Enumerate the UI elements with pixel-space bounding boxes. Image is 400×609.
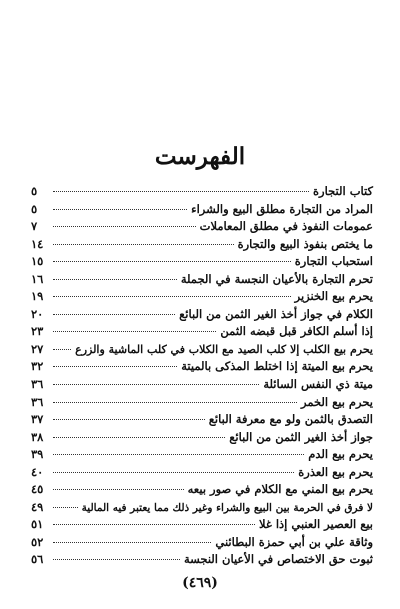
dot-leader [53, 437, 225, 438]
toc-entry-page: ٣٦ [31, 377, 44, 392]
toc-entry-page: ٣٧ [31, 412, 44, 427]
dot-leader [53, 419, 205, 420]
toc-entry-title: لا فرق في الحرمة بين البيع والشراء وغير ذلك مما يعتبر فيه المالية [81, 501, 373, 514]
toc-entry-page: ٧ [31, 219, 38, 234]
toc-entry-title: يحرم بيع الكلب إلا كلب الصيد مع الكلاب في كلب الماشية والزرع [75, 342, 373, 356]
toc-entry [31, 341, 373, 359]
toc-entry [31, 183, 373, 201]
dot-leader [53, 507, 78, 508]
toc-entry [31, 358, 373, 376]
toc-entry-title: يحرم بيع الدم [308, 447, 373, 462]
dot-leader [53, 279, 177, 280]
toc-entry-page: ٣٩ [31, 447, 44, 462]
toc-entry-page: ٣٦ [31, 394, 44, 409]
toc-entry-title: الكلام في جواز أخذ الغير الثمن من البائع [179, 306, 373, 321]
dot-leader [53, 454, 304, 455]
toc-entry-page: ٢٧ [31, 341, 44, 356]
toc-entry-page: ١٦ [31, 271, 44, 286]
toc-entry [31, 534, 373, 552]
dot-leader [53, 489, 184, 490]
toc-entry-title: ثبوت حق الاختصاص في الأعيان النجسة [183, 552, 373, 567]
toc-entry [31, 306, 373, 324]
toc-entry-page: ٤٩ [31, 499, 44, 514]
toc-entry-title: يحرم بيع الخمر [300, 394, 373, 409]
toc-entry [31, 201, 373, 219]
toc-entry [31, 394, 373, 412]
toc-entry-page: ٤٥ [31, 482, 44, 497]
toc-entry [31, 481, 373, 499]
dot-leader [53, 366, 177, 367]
dot-leader [53, 296, 291, 297]
dot-leader [53, 542, 211, 543]
dot-leader [53, 559, 180, 560]
dot-leader [53, 402, 297, 403]
toc-entry-title: ميتة ذي النفس السائلة [263, 377, 373, 392]
toc-entry [31, 446, 373, 464]
toc-entry-title: كتاب التجارة [313, 184, 373, 198]
toc-entry [31, 288, 373, 306]
toc-entry-page: ٤٠ [31, 464, 44, 479]
toc-entry-page: ١٥ [31, 254, 44, 269]
toc-entry-title: إذا أسلم الكافر قبل قبضه الثمن [220, 324, 373, 339]
toc-entry [31, 253, 373, 271]
toc-entry-page: ٣٨ [31, 429, 44, 444]
toc-entry-page: ٥٦ [31, 552, 44, 567]
dot-leader [53, 244, 234, 245]
dot-leader [53, 314, 175, 315]
toc-entry-title: يحرم بيع المني مع الكلام في صور بيعه [187, 482, 373, 497]
toc-entry-title: يحرم بيع العذرة [298, 464, 373, 479]
toc-entry-title: يحرم بيع الميتة إذا اختلط المذكى بالميتة [181, 359, 373, 374]
toc-entry-page: ٥٢ [31, 534, 44, 549]
toc-entry [31, 429, 373, 447]
toc-entry-page: ٥ [31, 201, 38, 216]
toc-entry [31, 411, 373, 429]
toc-entry-page: ٢٠ [31, 306, 44, 321]
dot-leader [53, 261, 291, 262]
page-title: الفهرست [154, 143, 246, 170]
toc-entry-page: ١٩ [31, 289, 44, 304]
toc-entry [31, 516, 373, 534]
toc-entry [31, 499, 373, 517]
toc-entry-title: المراد من التجارة مطلق البيع والشراء [191, 201, 373, 216]
dot-leader [53, 331, 216, 332]
toc-entry-title: يحرم بيع الخنزير [294, 289, 373, 304]
dot-leader [53, 349, 71, 350]
toc-entry-title: بيع العصير العنبي إذا غلا [258, 517, 373, 532]
dot-leader [53, 226, 196, 227]
toc-entry-page: ٣٢ [31, 359, 44, 374]
dot-leader [53, 524, 255, 525]
toc-entry-title: استحباب التجارة [294, 254, 373, 269]
toc-entry-page: ٢٣ [31, 324, 44, 339]
toc-entry [31, 218, 373, 236]
toc-entry-title: تحرم التجارة بالأعيان النجسة في الجملة [180, 271, 373, 286]
toc-entry-title: جواز أخذ الغير الثمن من البائع [229, 429, 373, 444]
dot-leader [53, 472, 294, 473]
page-number: (٤٦٩) [182, 575, 218, 591]
dot-leader [53, 209, 187, 210]
toc-entry-title: وثاقة علي بن أبي حمزة البطائني [215, 534, 373, 549]
toc-entry [31, 376, 373, 394]
toc-entry-page: ١٤ [31, 236, 44, 251]
toc-entry-page: ٥١ [31, 517, 44, 532]
table-of-contents [31, 183, 373, 569]
toc-entry-title: عمومات النفوذ في مطلق المعاملات [199, 219, 373, 234]
toc-entry [31, 323, 373, 341]
toc-entry [31, 464, 373, 482]
toc-entry-title: التصدق بالثمن ولو مع معرفة البائع [208, 412, 373, 427]
toc-entry [31, 551, 373, 569]
toc-entry-title: ما يختص بنفوذ البيع والتجارة [237, 236, 373, 251]
toc-entry-page: ٥ [31, 184, 38, 198]
dot-leader [53, 384, 259, 385]
dot-leader [53, 191, 309, 192]
toc-entry [31, 271, 373, 289]
toc-entry [31, 236, 373, 254]
